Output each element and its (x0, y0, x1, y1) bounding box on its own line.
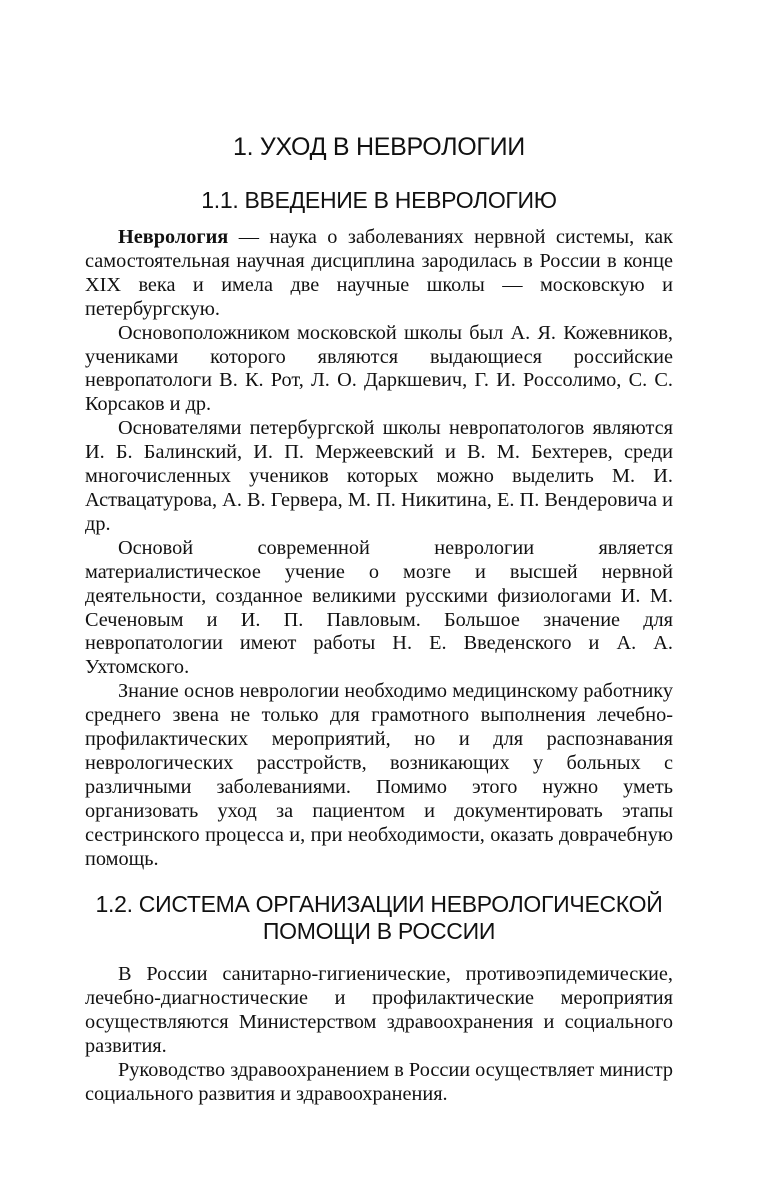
paragraph-neurology-definition (85, 226, 673, 322)
paragraph-petersburg-school: Основателями петербургской школы невропатологов являются И. Б. Балинский, И. П. Мержеевский и В. М. Бехтерев, среди многочисленных учеников которых можно выделить М. И. Аствацатурова, А. В. Гервера, М. П. Никитина, Е. П. Вендеровича и др. (85, 417, 673, 535)
chapter-title: 1. УХОД В НЕВРОЛОГИИ (233, 133, 525, 161)
section-title-line-1: 1.2. СИСТЕМА ОРГАНИЗАЦИИ НЕВРОЛОГИЧЕСКОЙ (95, 891, 663, 918)
definition-text: — наука о заболеваниях нервной системы, как самостоятельная научная дисциплина зародилась в России в конце XIX века и имела две научные школы — московскую и петербургскую. (85, 226, 673, 320)
paragraph-modern-neurology: Основой современной неврологии является материалистическое учение о мозге и высшей нервной деятельности, созданное великими русскими физиологами И. М. Сеченовым и И. П. Павловым. Большое значение для невропатологии имеют работы Н. Е. Введенского и А. А. Ухтомского. (85, 536, 673, 679)
section-title-organization (85, 891, 673, 945)
paragraph-ministry-measures: В России санитарно-гигиенические, противоэпидемические, лечебно-диагностические и профилактические мероприятия осуществляются Министерством здравоохранения и социального развития. (85, 963, 673, 1058)
paragraph-knowledge-basics: Знание основ неврологии необходимо медицинскому работнику среднего звена не только для грамотного выполнения лечебно-профилактических мероприятий, но и для распознавания неврологических расстройств, возникающих у больных с различными заболеваниями. Помимо этого нужно уметь организовать уход за пациентом и документировать этапы сестринского процесса и, при необходимости, оказать доврачебную помощь. (85, 680, 673, 870)
term-neurology: Неврология (118, 226, 229, 248)
paragraph-health-management: Руководство здравоохранением в России осуществляет министр социального развития и здравоохранения. (85, 1059, 673, 1105)
section-title-line-2: ПОМОЩИ В РОССИИ (262, 918, 496, 945)
section-title-introduction: 1.1. ВВЕДЕНИЕ В НЕВРОЛОГИЮ (201, 187, 557, 213)
paragraph-moscow-school: Основоположником московской школы был А. Я. Кожевников, учениками которого являются выдающиеся российские невропатологи В. К. Рот, Л. О. Даркшевич, Г. И. Россолимо, С. С. Корсаков и др. (85, 321, 673, 416)
document-page (85, 128, 673, 1107)
